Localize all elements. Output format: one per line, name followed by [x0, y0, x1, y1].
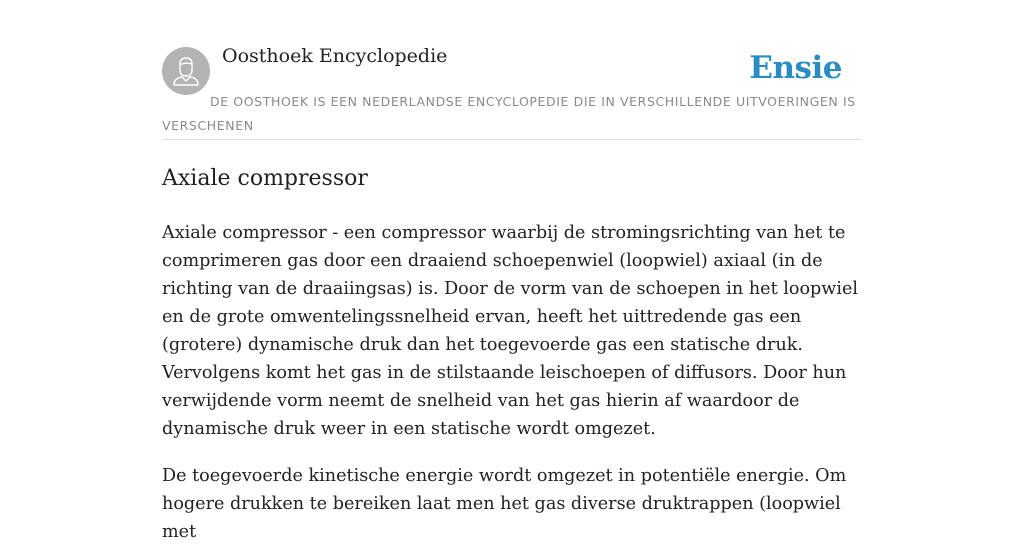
content-column	[162, 0, 862, 546]
source-header	[162, 0, 862, 140]
user-avatar-icon[interactable]	[162, 47, 210, 95]
article-title: Axiale compressor	[162, 166, 368, 191]
article-paragraph: De toegevoerde kinetische energie wordt omgezet in potentiële energie. Om hogere drukken te bereiken laat men het gas diverse druktrappen (loopwiel met	[162, 466, 847, 542]
brand-logo[interactable]: Ensie	[749, 50, 842, 86]
article-paragraph: Axiale compressor - een compressor waarbij de stromingsrichting van het te comprimeren gas door een draaiend schoepenwiel (loopwiel) axiaal (in de richting van de draaiingsas) is. Door de vorm van de schoepen in het loopwiel en de grote omwentelingssnelheid ervan, heeft het uittredende gas een (grotere) dynamische druk dan het toegevoerde gas een statische druk. Vervolgens komt het gas in de stilstaande leischoepen of diffusors. Door hun verwijdende vorm neemt de snelheid van het gas hierin af waardoor de dynamische druk weer in een statische wordt omgezet.	[162, 223, 859, 439]
source-name-link[interactable]: Oosthoek Encyclopedie	[222, 45, 448, 67]
source-tagline: DE OOSTHOEK IS EEN NEDERLANDSE ENCYCLOPEDIE DIE IN VERSCHILLENDE UITVOERINGEN IS VERSCHENEN	[162, 94, 856, 133]
